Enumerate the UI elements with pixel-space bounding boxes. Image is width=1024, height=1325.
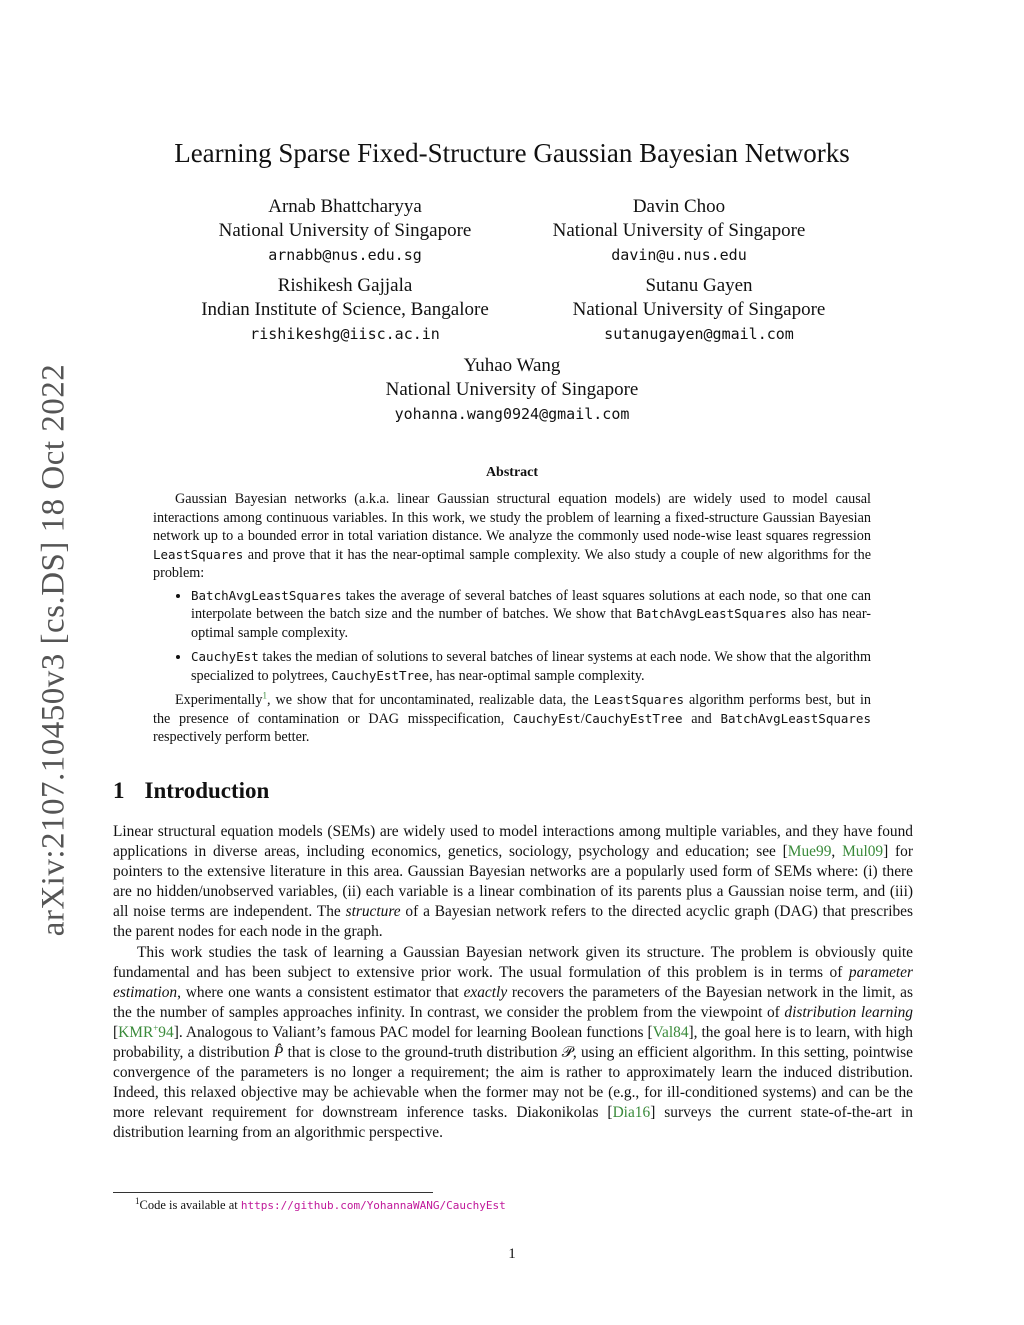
code-leastsquares: LeastSquares xyxy=(153,546,244,562)
author-email: sutanugayen@gmail.com xyxy=(604,325,794,343)
section-number: 1 xyxy=(113,778,125,803)
author-block xyxy=(332,354,692,426)
body-text: of a Bayesian network refers to the directed acyclic graph (DAG) that prescribes the parent nodes for each node in the graph. xyxy=(113,903,913,941)
body-text: Linear structural equation models (SEMs) are widely used to model interactions among multiple variables, and they have found applications in diverse areas, including economics, genetics, sociology, psychology and education; see [ xyxy=(113,823,913,861)
emphasis: distribution learning xyxy=(784,1003,913,1021)
author-affiliation: National University of Singapore xyxy=(572,299,826,320)
body-text: [ xyxy=(113,1023,119,1041)
author-name: Rishikesh Gajjala xyxy=(277,275,413,296)
author-name: Davin Choo xyxy=(632,196,726,217)
abstract-text: Gaussian Bayesian networks (a.k.a. linear Gaussian structural equation models) are widely used to model causal interactions among continuous variables. In this work, we study the problem of learning a fixed-structure Gaussian Bayesian network up to a bounded error in total variation distance. We analyze the commonly used node-wise least squares regression xyxy=(153,491,871,544)
body-text: , using an efficient algorithm. In this setting, pointwise convergence of the parameters is no longer a requirement; the aim is rather to approximately learn the induced distribution. Indeed, this relaxed objective may be achievable when the former may not be (e.g., for ill-conditioned systems) and can be the more relevant requirement for downstream inference tasks. Diakonikolas [ xyxy=(113,1044,913,1122)
footnote xyxy=(135,1195,506,1213)
citation-text: KMR xyxy=(118,1023,154,1041)
arxiv-side-stamp: arXiv:2107.10450v3 [cs.DS] 18 Oct 2022 xyxy=(35,363,72,937)
code-leastsquares: LeastSquares xyxy=(593,692,684,707)
list-text: also has near-optimal sample complexity. xyxy=(191,606,871,641)
code-batchavg: BatchAvgLeastSquares xyxy=(720,710,871,726)
body-text: , where one wants a consistent estimator that xyxy=(177,983,464,1001)
code-cauchyest: CauchyEst xyxy=(513,710,581,726)
abstract-text: , we show that for uncontaminated, realizable data, the xyxy=(266,692,594,708)
list-item xyxy=(191,587,871,643)
footnote-text: Code is available at xyxy=(139,1198,241,1212)
abstract-text: / xyxy=(580,710,585,727)
section-heading xyxy=(113,778,269,804)
body-text: ] for pointers to the extensive literature in this area. Gaussian Bayesian networks are a popularly used form of SEMs where: (i) there are no hidden/unobserved variables, (ii) each variable is a linear combination of its parents plus a Gaussian noise term, and (iii) all noise terms are independent. The xyxy=(113,843,914,921)
body-text: that is close to the ground-truth distribution xyxy=(283,1044,562,1062)
footnote-link[interactable]: https://github.com/YohannaWANG/CauchyEst xyxy=(240,1199,506,1212)
author-block xyxy=(499,195,859,267)
code-cauchyesttree: CauchyEstTree xyxy=(331,667,430,683)
abstract-text: respectively perform better. xyxy=(153,729,310,745)
author-name: Sutanu Gayen xyxy=(645,275,753,296)
author-affiliation: National University of Singapore xyxy=(552,220,806,241)
author-name: Arnab Bhattcharyya xyxy=(268,196,422,217)
body-text: recovers the parameters of the Bayesian network in the limit, as the the number of samples approaches infinity. In contrast, we consider the problem from the viewpoint of xyxy=(113,983,913,1021)
author-affiliation: National University of Singapore xyxy=(385,379,639,400)
body-text: ], the goal here is to learn, with high probability, a distribution xyxy=(113,1023,913,1062)
emphasis: parameter estimation xyxy=(113,963,913,1001)
citation-text: 94 xyxy=(158,1023,174,1041)
math-symbol: P̂ xyxy=(273,1044,284,1062)
citation-link[interactable]: Dia16 xyxy=(612,1104,651,1122)
section-title: Introduction xyxy=(144,778,270,803)
algorithm-list xyxy=(153,587,871,686)
author-name: Yuhao Wang xyxy=(463,355,561,376)
code-batchavg: BatchAvgLeastSquares xyxy=(191,587,342,603)
list-text: takes the median of solutions to several batches of linear systems at each node. We show that the algorithm specialized to polytrees, xyxy=(191,649,871,684)
body-text: ]. Analogous to Valiant’s famous PAC model for learning Boolean functions [ xyxy=(173,1023,653,1041)
emphasis: structure xyxy=(345,903,401,921)
code-batchavg: BatchAvgLeastSquares xyxy=(636,606,787,621)
abstract-text: and prove that it has the near-optimal sample complexity. We also study a couple of new algorithms for the problem: xyxy=(153,546,871,581)
body-text: This work studies the task of learning a Gaussian Bayesian network given its structure. The problem is obviously quite fundamental and has been subject to extensive prior work. The usual formulation of this problem is in terms of xyxy=(113,943,913,981)
abstract-body xyxy=(153,490,871,747)
list-text: , has near-optimal sample complexity. xyxy=(429,667,645,684)
body-paragraph xyxy=(113,943,913,1144)
author-email: arnabb@nus.edu.sg xyxy=(268,246,422,264)
author-affiliation: National University of Singapore xyxy=(218,220,472,241)
emphasis: exactly xyxy=(463,983,508,1001)
code-cauchyest: CauchyEst xyxy=(191,649,259,664)
math-symbol: 𝒫 xyxy=(561,1044,573,1062)
abstract-paragraph xyxy=(153,490,871,583)
footnote-mark: 1 xyxy=(135,1195,140,1206)
author-email: davin@u.nus.edu xyxy=(611,246,747,264)
introduction-body xyxy=(113,822,913,1144)
paper-title: Learning Sparse Fixed-Structure Gaussian Bayesian Networks xyxy=(174,138,850,168)
author-affiliation: Indian Institute of Science, Bangalore xyxy=(201,299,489,320)
author-email: rishikeshg@iisc.ac.in xyxy=(250,325,440,343)
citation-link[interactable]: Mue99 xyxy=(787,843,832,861)
abstract-paragraph xyxy=(153,691,871,747)
code-cauchyesttree: CauchyEstTree xyxy=(584,710,683,726)
page-number: 1 xyxy=(508,1246,516,1262)
body-paragraph xyxy=(113,822,913,943)
abstract-text: Experimentally xyxy=(175,692,263,708)
abstract-text: and xyxy=(682,710,721,727)
author-block xyxy=(165,274,525,346)
author-email: yohanna.wang0924@gmail.com xyxy=(394,405,630,423)
body-text: , xyxy=(831,843,843,861)
citation-sup: + xyxy=(153,1022,159,1033)
abstract-heading: Abstract xyxy=(485,465,539,480)
citation-link[interactable]: Val84 xyxy=(652,1023,689,1041)
author-block xyxy=(519,274,879,346)
citation-link[interactable]: Mul09 xyxy=(842,843,884,861)
citation-link[interactable] xyxy=(118,1024,174,1041)
footnote-rule xyxy=(113,1192,433,1193)
body-text: ] surveys the current state-of-the-art in distribution learning from an algorithmic perspective. xyxy=(113,1104,913,1142)
list-text: takes the average of several batches of least squares solutions at each node, so that one can interpolate between the batch size and the number of batches. We show that xyxy=(191,587,871,622)
list-item xyxy=(191,648,871,685)
abstract-text: algorithm performs best, but in the presence of contamination or DAG misspecification, xyxy=(153,692,871,727)
footnote-marker[interactable]: 1 xyxy=(262,690,267,701)
author-block xyxy=(165,195,525,267)
